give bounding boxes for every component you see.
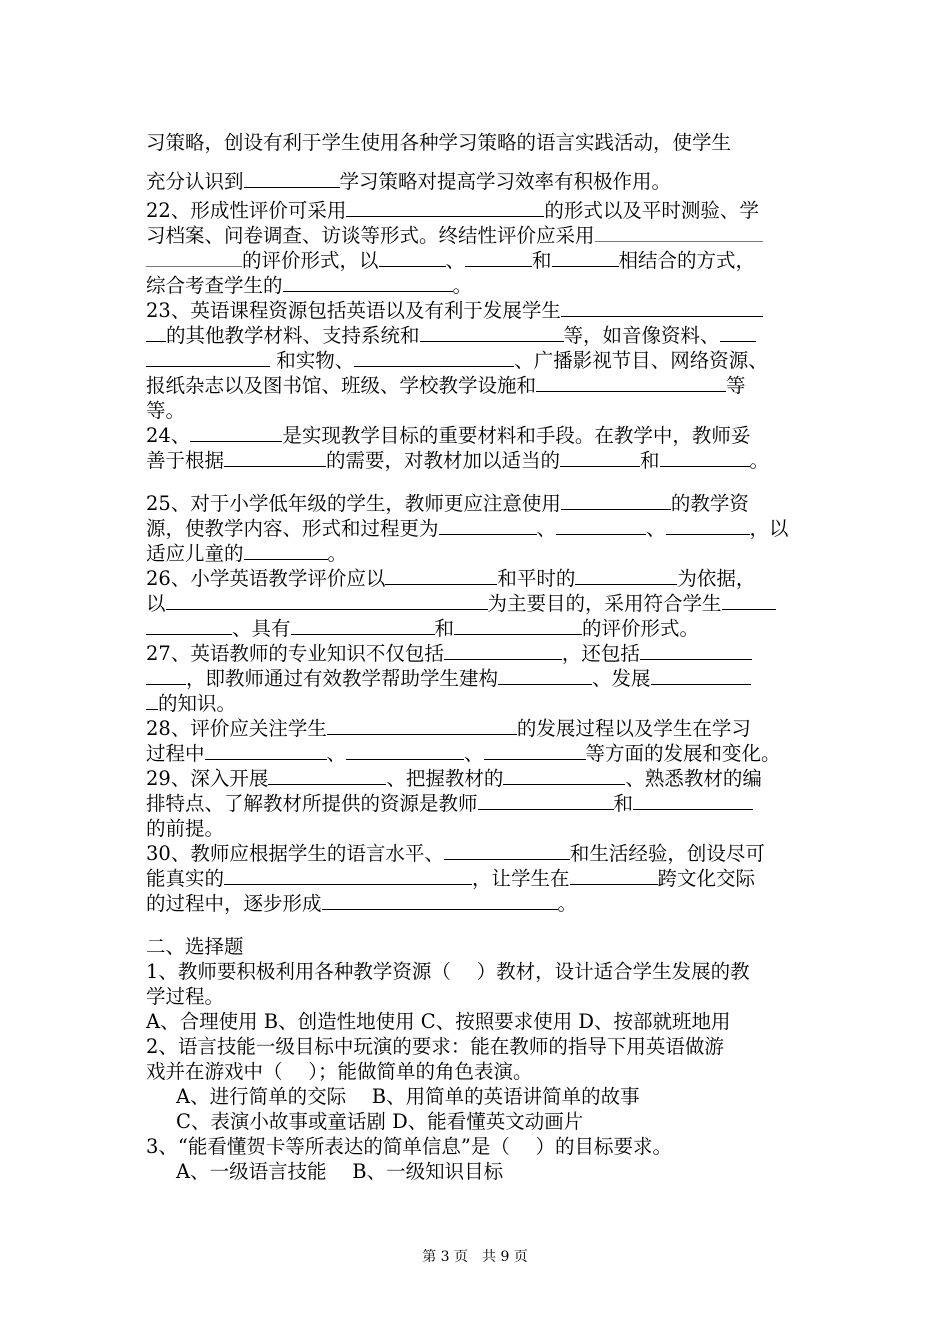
blank xyxy=(291,616,435,635)
question-22: 22、形成性评价可采用 的形式以及平时测验、学 xyxy=(146,199,759,222)
blank xyxy=(224,866,472,885)
blank xyxy=(484,741,586,760)
text-line: 的评价形式，以 、 和 相结合的方式， xyxy=(146,248,816,273)
choice-question-3: 3、“能看懂贺卡等所表达的简单信息”是（ ）的目标要求。 xyxy=(146,1135,673,1158)
text-line: 排特点、了解教材所提供的资源是教师 和 xyxy=(146,791,816,816)
blank xyxy=(640,641,752,660)
text-line: 的知识。 xyxy=(146,691,816,716)
text-line: 适应儿童的 。 xyxy=(146,542,348,565)
blank xyxy=(465,248,532,267)
blank xyxy=(560,448,640,467)
blank xyxy=(385,566,497,585)
question-25: 25、对于小学低年级的学生，教师更应注意使用 的教学资 xyxy=(146,492,749,515)
text-line: 的过程中，逐步形成 。 xyxy=(146,892,578,915)
blank xyxy=(444,841,570,860)
blank xyxy=(561,491,671,510)
section-heading: 二、选择题 xyxy=(146,935,244,958)
text-line: 以 为主要目的，采用符合学生 xyxy=(146,591,816,616)
blank xyxy=(570,866,658,885)
blank xyxy=(503,766,625,785)
blank xyxy=(146,691,158,710)
text-line: 和实物、 、广播影视节目、网络资源、 xyxy=(146,348,816,373)
blank xyxy=(552,248,619,267)
blank xyxy=(595,223,763,242)
text-line: 过程中 、 、 等方面的发展和变化。 xyxy=(146,742,781,765)
blank xyxy=(244,541,328,560)
blank xyxy=(651,666,751,685)
blank xyxy=(346,198,544,217)
blank xyxy=(224,448,326,467)
choice-options: A、合理使用 B、创造性地使用 C、按照要求使用 D、按部就班地用 xyxy=(146,1010,731,1033)
blank xyxy=(379,248,446,267)
choice-options: A、一级语言技能 B、一级知识目标 xyxy=(176,1160,504,1183)
blank xyxy=(498,666,592,685)
choice-question-1: 1、教师要积极利用各种教学资源（ ）教材，设计适合学生发展的教 xyxy=(146,960,750,983)
blank xyxy=(444,641,562,660)
blank xyxy=(536,373,726,392)
text-line: 习档案、问卷调查、访谈等形式。终结性评价应采用 xyxy=(146,223,816,248)
blank xyxy=(146,348,270,367)
blank xyxy=(720,323,756,342)
text-line: 充分认识到 学习策略对提高学习效率有积极作用。 xyxy=(146,170,672,193)
question-28: 28、评价应关注学生 的发展过程以及学生在学习 xyxy=(146,717,751,740)
text-line: 的前提。 xyxy=(146,817,225,840)
text-line: 善于根据 的需要，对教材加以适当的 和 。 xyxy=(146,449,770,472)
blank xyxy=(420,323,564,342)
question-24: 24、 是实现教学目标的重要材料和手段。在教学中，教师妥 xyxy=(146,424,751,447)
blank xyxy=(666,516,750,535)
text-line: ，即教师通过有效教学帮助学生建构 、发展 xyxy=(146,666,816,691)
question-27: 27、英语教师的专业知识不仅包括 ，还包括 xyxy=(146,641,816,666)
text-line: 、具有 和 的评价形式。 xyxy=(146,616,816,641)
text-line: 报纸杂志以及图书馆、班级、学校教学设施和 等 xyxy=(146,374,746,397)
blank xyxy=(322,891,558,910)
blank xyxy=(190,423,282,442)
blank xyxy=(346,741,464,760)
text-line: 等。 xyxy=(146,399,186,422)
blank xyxy=(146,248,242,267)
text-line: 能真实的 ，让学生在 跨文化交际 xyxy=(146,867,756,890)
text-line: 戏并在游戏中（ ）；能做简单的角色表演。 xyxy=(146,1060,533,1083)
text-line: 学过程。 xyxy=(146,985,225,1008)
blank xyxy=(146,666,186,685)
blank xyxy=(454,616,582,635)
document-body xyxy=(146,130,816,1184)
page-number: 第 3 页 共 9 页 xyxy=(422,1249,528,1265)
question-29: 29、深入开展 、把握教材的 、熟悉教材的编 xyxy=(146,767,762,790)
blank xyxy=(561,298,763,317)
blank xyxy=(146,616,232,635)
choice-question-2: 2、语言技能一级目标中玩演的要求：能在教师的指导下用英语做游 xyxy=(146,1035,724,1058)
blank xyxy=(327,716,517,735)
blank xyxy=(354,348,514,367)
blank xyxy=(166,591,488,610)
text-line: 的其他教学材料、支持系统和 等，如音像资料、 xyxy=(146,323,816,348)
blank xyxy=(722,591,776,610)
choice-options: C、表演小故事或童话剧 D、能看懂英文动画片 xyxy=(176,1110,584,1133)
blank xyxy=(575,566,677,585)
question-26: 26、小学英语教学评价应以 和平时的 为依据， xyxy=(146,567,756,590)
blank xyxy=(268,766,386,785)
text-line: 源，使教学内容、形式和过程更为 、 、 ，以 xyxy=(146,517,789,540)
blank xyxy=(556,516,646,535)
choice-options: A、进行简单的交际 B、用简单的英语讲简单的故事 xyxy=(176,1085,640,1108)
blank xyxy=(478,791,614,810)
text-line: 综合考查学生的 。 xyxy=(146,274,473,297)
blank xyxy=(633,791,753,810)
blank xyxy=(283,273,453,292)
blank xyxy=(439,516,537,535)
text-line: 习策略，创设有利于学生使用各种学习策略的语言实践活动，使学生 xyxy=(146,131,732,154)
blank xyxy=(205,741,327,760)
question-30: 30、教师应根据学生的语言水平、 和生活经验，创设尽可 xyxy=(146,842,765,865)
blank xyxy=(660,448,750,467)
blank xyxy=(244,169,340,188)
blank xyxy=(146,323,166,342)
question-23: 23、英语课程资源包括英语以及有利于发展学生 xyxy=(146,298,816,323)
